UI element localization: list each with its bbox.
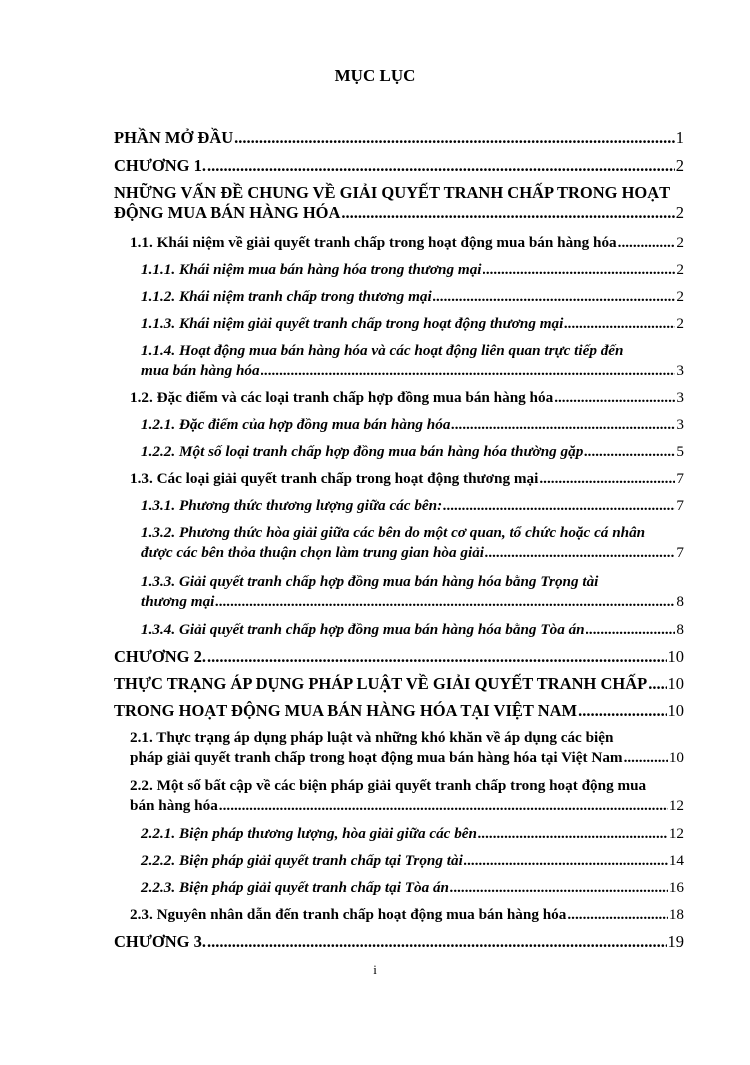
toc-entry-1-1[interactable]: 1.1. Khái niệm về giải quyết tranh chấp trong hoạt động mua bán hàng hóa ..... 2 (130, 234, 684, 252)
toc-entry-1-3-4[interactable]: 1.3.4. Giải quyết tranh chấp hợp đồng mua bán hàng hóa bằng Tòa án ..... 8 (141, 621, 684, 639)
toc-entry-1-3-1[interactable]: 1.3.1. Phương thức thương lượng giữa các bên: ..... 7 (141, 497, 684, 515)
toc-entry-1-2-1[interactable]: 1.2.1. Đặc điểm của hợp đồng mua bán hàng hóa ..... 3 (141, 416, 684, 434)
toc-entry-1-3-2[interactable]: 1.3.2. Phương thức hòa giải giữa các bên do một cơ quan, tổ chức hoặc cá nhân được các bên thỏa thuận chọn làm trung gian hòa giải ..... 7 (141, 524, 684, 562)
toc-entry-chapter-2-title-1[interactable]: THỰC TRẠNG ÁP DỤNG PHÁP LUẬT VỀ GIẢI QUYẾT TRANH CHẤP ..... 10 (114, 675, 684, 693)
toc-entry-2-2-1[interactable]: 2.2.1. Biện pháp thương lượng, hòa giải giữa các bên ..... 12 (141, 825, 684, 843)
toc-entry-1-3[interactable]: 1.3. Các loại giải quyết tranh chấp trong hoạt động thương mại ..... 7 (130, 470, 684, 488)
toc-entry-2-2-2[interactable]: 2.2.2. Biện pháp giải quyết tranh chấp tại Trọng tài ..... 14 (141, 852, 684, 870)
toc-entry-1-2[interactable]: 1.2. Đặc điểm và các loại tranh chấp hợp đồng mua bán hàng hóa ..... 3 (130, 389, 684, 407)
toc-entry-intro[interactable]: PHẦN MỞ ĐẦU ..... 1 (114, 129, 684, 147)
toc-entry-1-1-2[interactable]: 1.1.2. Khái niệm tranh chấp trong thương mại ..... 2 (141, 288, 684, 306)
toc-entry-chapter-2-title-2[interactable]: TRONG HOẠT ĐỘNG MUA BÁN HÀNG HÓA TẠI VIỆT NAM ..... 10 (114, 702, 684, 720)
toc-entry-2-2-3[interactable]: 2.2.3. Biện pháp giải quyết tranh chấp tại Tòa án ..... 16 (141, 879, 684, 897)
toc-entry-2-2[interactable]: 2.2. Một số bất cập về các biện pháp giải quyết tranh chấp trong hoạt động mua bán hàng hóa ..... 12 (130, 777, 684, 815)
toc-entry-2-1[interactable]: 2.1. Thực trạng áp dụng pháp luật và những khó khăn về áp dụng các biện pháp giải quyết tranh chấp trong hoạt động mua bán hàng hóa tại Việt Nam ..... 10 (130, 729, 684, 767)
toc-entry-chapter-1[interactable]: CHƯƠNG 1. ..... 2 (114, 157, 684, 175)
toc-entry-chapter-1-title[interactable]: NHỮNG VẤN ĐỀ CHUNG VỀ GIẢI QUYẾT TRANH CHẤP TRONG HOẠT ĐỘNG MUA BÁN HÀNG HÓA ..... 2 (114, 184, 684, 222)
toc-entry-chapter-3[interactable]: CHƯƠNG 3. ..... 19 (114, 933, 684, 951)
toc-entry-1-2-2[interactable]: 1.2.2. Một số loại tranh chấp hợp đồng mua bán hàng hóa thường gặp ..... 5 (141, 443, 684, 461)
toc-entry-1-1-3[interactable]: 1.1.3. Khái niệm giải quyết tranh chấp trong hoạt động thương mại ..... 2 (141, 315, 684, 333)
toc-entry-2-3[interactable]: 2.3. Nguyên nhân dẫn đến tranh chấp hoạt động mua bán hàng hóa ..... 18 (130, 906, 684, 924)
toc-entry-1-1-1[interactable]: 1.1.1. Khái niệm mua bán hàng hóa trong thương mại ..... 2 (141, 261, 684, 279)
toc-entry-1-1-4[interactable]: 1.1.4. Hoạt động mua bán hàng hóa và các hoạt động liên quan trực tiếp đến mua bán hàng hóa ..... 3 (141, 342, 684, 380)
page-number: i (373, 962, 377, 977)
page-title: MỤC LỤC (334, 66, 416, 85)
toc-entry-1-3-3[interactable]: 1.3.3. Giải quyết tranh chấp hợp đồng mua bán hàng hóa bằng Trọng tài thương mại ..... 8 (141, 573, 684, 611)
toc-entry-chapter-2[interactable]: CHƯƠNG 2. ..... 10 (114, 648, 684, 666)
